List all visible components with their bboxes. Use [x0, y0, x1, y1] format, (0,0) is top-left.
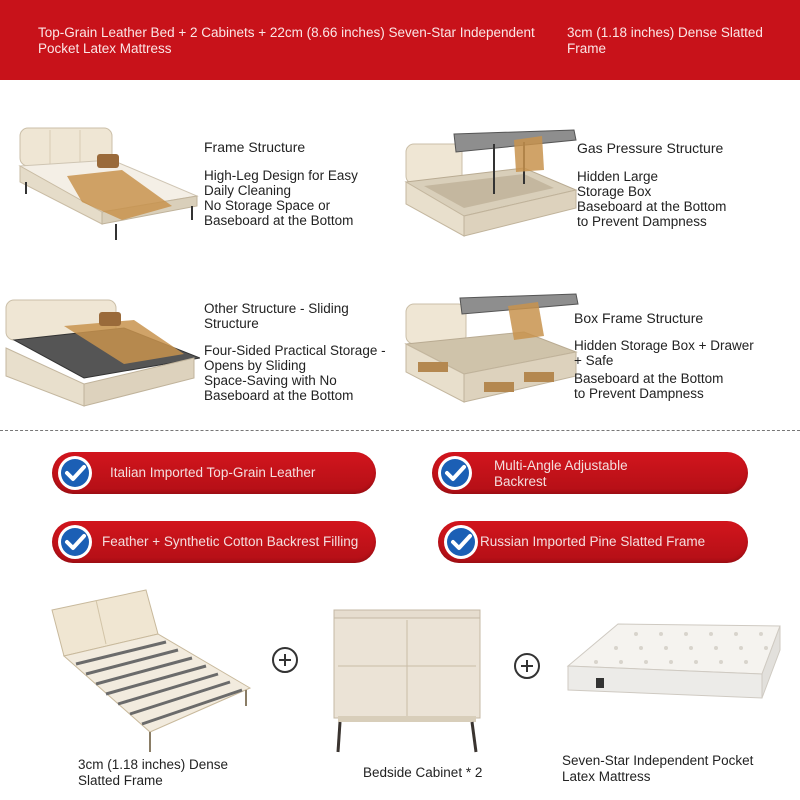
feature-line: Baseboard at the Bottom: [204, 388, 354, 403]
feature-line: High-Leg Design for Easy: [204, 168, 358, 183]
feature-line: Hidden Large: [577, 169, 659, 184]
feature-line: Baseboard at the Bottom: [577, 199, 727, 214]
bedside-cabinet-image: [330, 608, 482, 754]
sliding-structure-bed-image: [4, 292, 200, 410]
feature-line: Daily Cleaning: [204, 183, 292, 198]
feature-sliding-structure: [204, 301, 404, 403]
feature-title: Box Frame Structure: [574, 310, 704, 326]
product-title: Top-Grain Leather Bed + 2 Cabinets + 22cm (8.66 inches) Seven-Star Independent Pocket Latex Mattress: [38, 25, 535, 56]
feature-line: No Storage Space or: [204, 198, 331, 213]
badge-label: Multi-Angle Adjustable Backrest: [494, 458, 628, 489]
feature-title: Frame Structure: [204, 139, 306, 155]
check-icon: [58, 456, 92, 490]
badge-pine-slatted-frame: [438, 521, 748, 563]
plus-circle-icon: [514, 653, 540, 679]
slatted-frame-bed-image: [46, 584, 252, 756]
check-icon: [58, 525, 92, 559]
feature-line: Baseboard at the Bottom: [204, 213, 354, 228]
product-caption-bedside-cabinet: Bedside Cabinet * 2: [363, 765, 483, 780]
product-subtitle: 3cm (1.18 inches) Dense Slatted Frame: [567, 25, 763, 56]
feature-box-frame: [574, 311, 784, 401]
feature-title: Gas Pressure Structure: [577, 140, 724, 156]
check-icon: [444, 525, 478, 559]
feature-line: Opens by Sliding: [204, 358, 307, 373]
latex-mattress-image: [566, 618, 784, 714]
badge-label: Russian Imported Pine Slatted Frame: [480, 534, 706, 549]
feature-line: Baseboard at the Bottom: [574, 371, 724, 386]
check-icon: [438, 456, 472, 490]
feature-title: Other Structure - Sliding Structure: [204, 301, 349, 331]
product-caption-mattress: Seven-Star Independent Pocket Latex Mattress: [562, 753, 754, 784]
feature-line: to Prevent Dampness: [574, 386, 704, 401]
badge-label: Feather + Synthetic Cotton Backrest Filling: [102, 534, 359, 549]
badge-adjustable-backrest: [432, 452, 748, 494]
badge-italian-leather: [52, 452, 376, 494]
gas-pressure-bed-image: [404, 124, 580, 244]
box-frame-bed-image: [404, 292, 580, 408]
feature-line: to Prevent Dampness: [577, 214, 707, 229]
feature-line: Four-Sided Practical Storage -: [204, 343, 386, 358]
feature-line: Space-Saving with No: [204, 373, 337, 388]
badge-label: Italian Imported Top-Grain Leather: [110, 465, 316, 480]
badge-backrest-filling: [52, 521, 376, 563]
product-caption-slatted-frame: 3cm (1.18 inches) Dense Slatted Frame: [78, 757, 229, 788]
feature-line: + Safe: [574, 353, 614, 368]
section-divider: [0, 430, 800, 431]
plus-circle-icon: [272, 647, 298, 673]
frame-structure-bed-image: [12, 124, 202, 244]
feature-frame-structure: [204, 140, 394, 228]
header-banner: [0, 0, 800, 80]
feature-line: Hidden Storage Box + Drawer: [574, 338, 754, 353]
feature-line: Storage Box: [577, 184, 652, 199]
feature-gas-pressure: [577, 141, 777, 229]
